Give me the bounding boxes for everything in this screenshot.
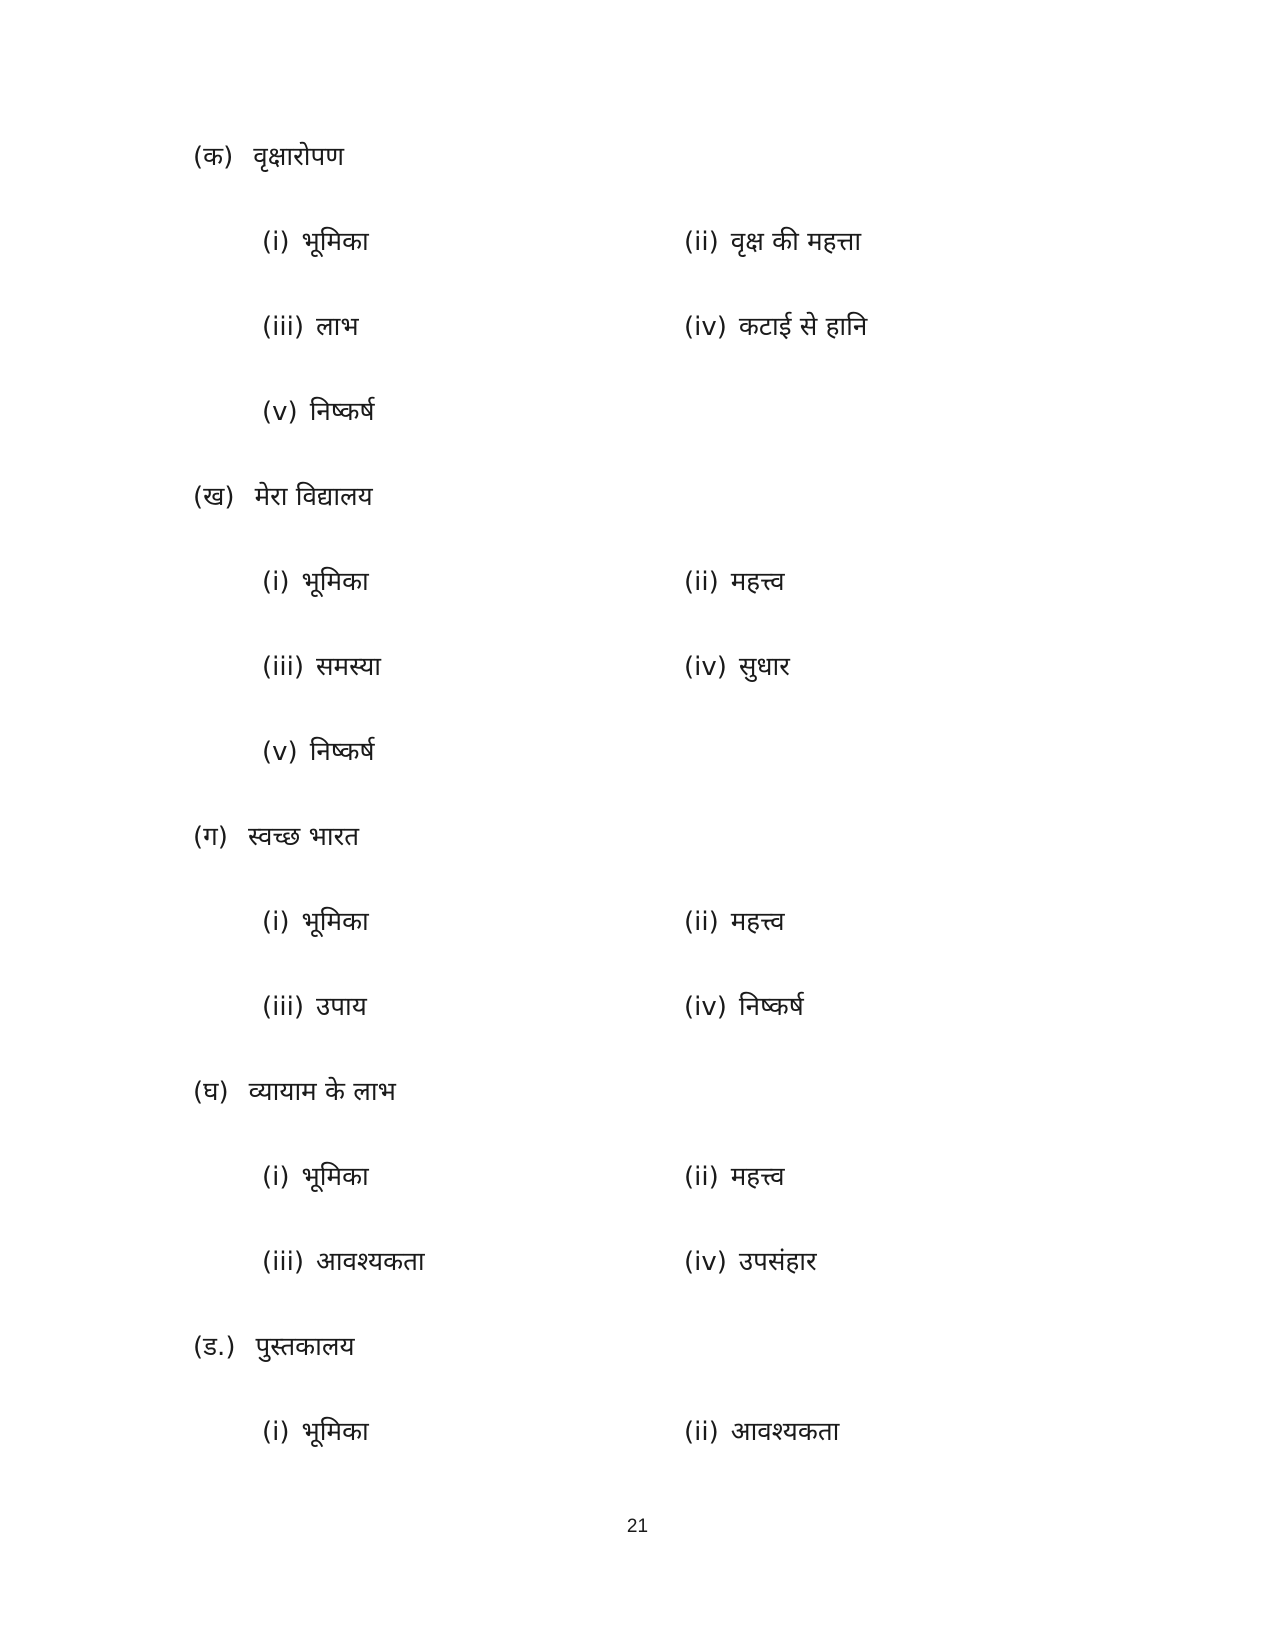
- point-text: निष्कर्ष: [309, 737, 375, 767]
- outline-point: [684, 1412, 839, 1452]
- point-number: (i): [262, 907, 290, 937]
- point-number: (i): [262, 1162, 290, 1192]
- section-marker: (ड.): [193, 1332, 236, 1362]
- section-marker: (ख): [193, 482, 235, 512]
- outline-point: [262, 562, 369, 602]
- point-text: भूमिका: [301, 1162, 369, 1192]
- outline-point: [262, 1157, 369, 1197]
- point-number: (iv): [684, 1247, 727, 1277]
- page-number: 21: [626, 1516, 649, 1537]
- point-number: (ii): [684, 1162, 719, 1192]
- point-text: उपाय: [315, 992, 367, 1022]
- outline-point: [262, 902, 369, 942]
- outline-point: [262, 647, 381, 687]
- point-text: भूमिका: [301, 907, 369, 937]
- point-text: आवश्यकता: [730, 1417, 840, 1447]
- point-number: (iv): [684, 312, 727, 342]
- section-marker: (ग): [193, 822, 228, 852]
- outline-point: [684, 562, 785, 602]
- section-title: वृक्षारोपण: [253, 142, 345, 172]
- point-text: निष्कर्ष: [309, 397, 375, 427]
- point-text: महत्त्व: [730, 1162, 785, 1192]
- point-text: भूमिका: [301, 1417, 369, 1447]
- point-text: लाभ: [315, 312, 359, 342]
- point-number: (i): [262, 567, 290, 597]
- section-title: पुस्तकालय: [255, 1332, 355, 1362]
- outline-point: [262, 392, 375, 432]
- outline-point: [684, 1242, 817, 1282]
- point-number: (ii): [684, 227, 719, 257]
- section-title: मेरा विद्यालय: [254, 482, 373, 512]
- outline-point: [262, 732, 375, 772]
- point-number: (v): [262, 737, 298, 767]
- point-number: (ii): [684, 567, 719, 597]
- outline-point: [684, 647, 790, 687]
- point-text: कटाई से हानि: [738, 312, 868, 342]
- point-text: उपसंहार: [738, 1247, 817, 1277]
- outline-point: [684, 987, 804, 1027]
- section-heading: [193, 137, 344, 177]
- section-heading: [193, 1327, 355, 1367]
- outline-point: [684, 1157, 785, 1197]
- point-number: (ii): [684, 907, 719, 937]
- outline-point: [684, 307, 867, 347]
- point-number: (v): [262, 397, 298, 427]
- section-marker: (घ): [193, 1077, 229, 1107]
- point-text: भूमिका: [301, 567, 369, 597]
- outline-point: [684, 222, 861, 262]
- point-text: वृक्ष की महत्ता: [730, 227, 862, 257]
- point-text: महत्त्व: [730, 907, 785, 937]
- point-text: आवश्यकता: [315, 1247, 425, 1277]
- point-number: (ii): [684, 1417, 719, 1447]
- point-number: (i): [262, 227, 290, 257]
- point-number: (iii): [262, 312, 304, 342]
- outline-point: [262, 1242, 425, 1282]
- section-heading: [193, 817, 359, 857]
- outline-point: [684, 902, 785, 942]
- point-text: भूमिका: [301, 227, 369, 257]
- section-marker: (क): [193, 142, 234, 172]
- point-text: सुधार: [738, 652, 790, 682]
- section-title: स्वच्छ भारत: [247, 822, 360, 852]
- point-number: (iv): [684, 992, 727, 1022]
- point-text: समस्या: [315, 652, 382, 682]
- point-number: (iii): [262, 652, 304, 682]
- section-heading: [193, 477, 373, 517]
- outline-point: [262, 307, 359, 347]
- outline-point: [262, 1412, 369, 1452]
- point-text: महत्त्व: [730, 567, 785, 597]
- section-title: व्यायाम के लाभ: [248, 1077, 396, 1107]
- point-number: (i): [262, 1417, 290, 1447]
- outline-point: [262, 987, 367, 1027]
- point-number: (iii): [262, 1247, 304, 1277]
- outline-point: [262, 222, 369, 262]
- section-heading: [193, 1072, 396, 1112]
- point-text: निष्कर्ष: [738, 992, 804, 1022]
- point-number: (iii): [262, 992, 304, 1022]
- point-number: (iv): [684, 652, 727, 682]
